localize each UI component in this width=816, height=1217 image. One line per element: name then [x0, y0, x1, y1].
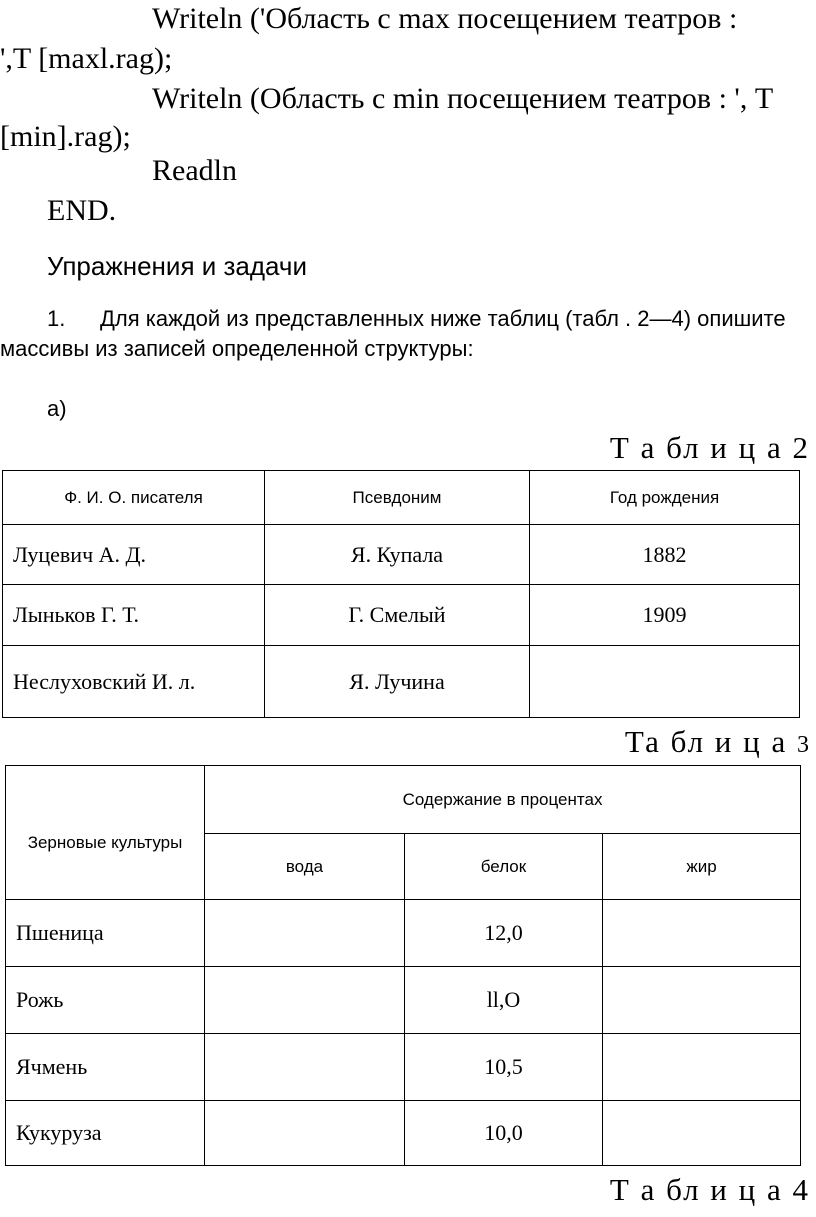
- table-row: [6, 967, 801, 1034]
- code-line-6: END.: [47, 194, 117, 227]
- table-row: [3, 525, 800, 585]
- table-2: [2, 470, 800, 718]
- table-3-header-row: [6, 766, 801, 834]
- table-3-subheader-cell: жир: [603, 834, 801, 900]
- table-cell: [603, 967, 801, 1034]
- table-2-caption: Т а бл и ц а 2: [609, 430, 810, 465]
- table-3-subheader-cell: вода: [205, 834, 405, 900]
- table-cell: Я. Лучина: [265, 646, 530, 718]
- table-row: [6, 900, 801, 967]
- table-cell: Лыньков Г. Т.: [3, 585, 265, 646]
- table-3-caption: [625, 724, 811, 760]
- table-cell: [603, 900, 801, 967]
- table-cell: Рожь: [6, 967, 205, 1034]
- table-cell: Г. Смелый: [265, 585, 530, 646]
- exercise-text-line-1: Для каждой из представленных ниже таблиц (табл . 2—4) опишите: [100, 306, 786, 331]
- table-cell: Я. Купала: [265, 525, 530, 585]
- table-cell: 1882: [530, 525, 800, 585]
- table-cell: 10,5: [405, 1034, 603, 1101]
- table-cell: Ячмень: [6, 1034, 205, 1101]
- table-cell: [205, 1101, 405, 1166]
- table-3-subheader-cell: белок: [405, 834, 603, 900]
- code-line-4: [min].rag);: [0, 120, 131, 153]
- table-3-caption-number: 3: [797, 732, 811, 758]
- table-cell: [205, 967, 405, 1034]
- table-2-header-cell: Ф. И. О. писателя: [3, 471, 265, 525]
- table-cell: 12,0: [405, 900, 603, 967]
- table-2-header-cell: Год рождения: [530, 471, 800, 525]
- table-4-caption: Т а бл и ц а 4: [609, 1172, 810, 1207]
- table-3: [5, 765, 801, 1166]
- section-title: Упражнения и задачи: [47, 251, 307, 281]
- table-cell: [603, 1034, 801, 1101]
- table-row: [6, 1101, 801, 1166]
- table-cell: 1909: [530, 585, 800, 646]
- table-cell: Кукуруза: [6, 1101, 205, 1166]
- table-3-group-header: Содержание в процентах: [205, 766, 801, 834]
- table-2-header-row: [3, 471, 800, 525]
- table-3-row-header: Зерновые культуры: [6, 766, 205, 900]
- code-line-1: Writeln ('Область с max посещением театров :: [152, 2, 738, 35]
- exercise-text-line-2: массивы из записей определенной структуры:: [0, 336, 474, 361]
- code-line-3: Writeln (Область с min посещением театров : ', T: [152, 82, 774, 115]
- item-a-label: а): [47, 396, 67, 421]
- table-cell: Неслуховский И. л.: [3, 646, 265, 718]
- table-cell: [603, 1101, 801, 1166]
- table-cell: [205, 1034, 405, 1101]
- table-3-caption-main: Та бл и ц а: [624, 724, 788, 759]
- table-row: [6, 1034, 801, 1101]
- table-row: [3, 646, 800, 718]
- table-cell: [530, 646, 800, 718]
- table-2-header-cell: Псевдоним: [265, 471, 530, 525]
- table-cell: ll,O: [405, 967, 603, 1034]
- table-cell: [205, 900, 405, 967]
- table-cell: 10,0: [405, 1101, 603, 1166]
- table-cell: Пшеница: [6, 900, 205, 967]
- table-cell: Луцевич А. Д.: [3, 525, 265, 585]
- code-line-5: Readln: [152, 154, 237, 187]
- code-line-2: ',T [maxl.rag);: [0, 42, 173, 75]
- exercise-number: 1.: [47, 306, 66, 331]
- table-row: [3, 585, 800, 646]
